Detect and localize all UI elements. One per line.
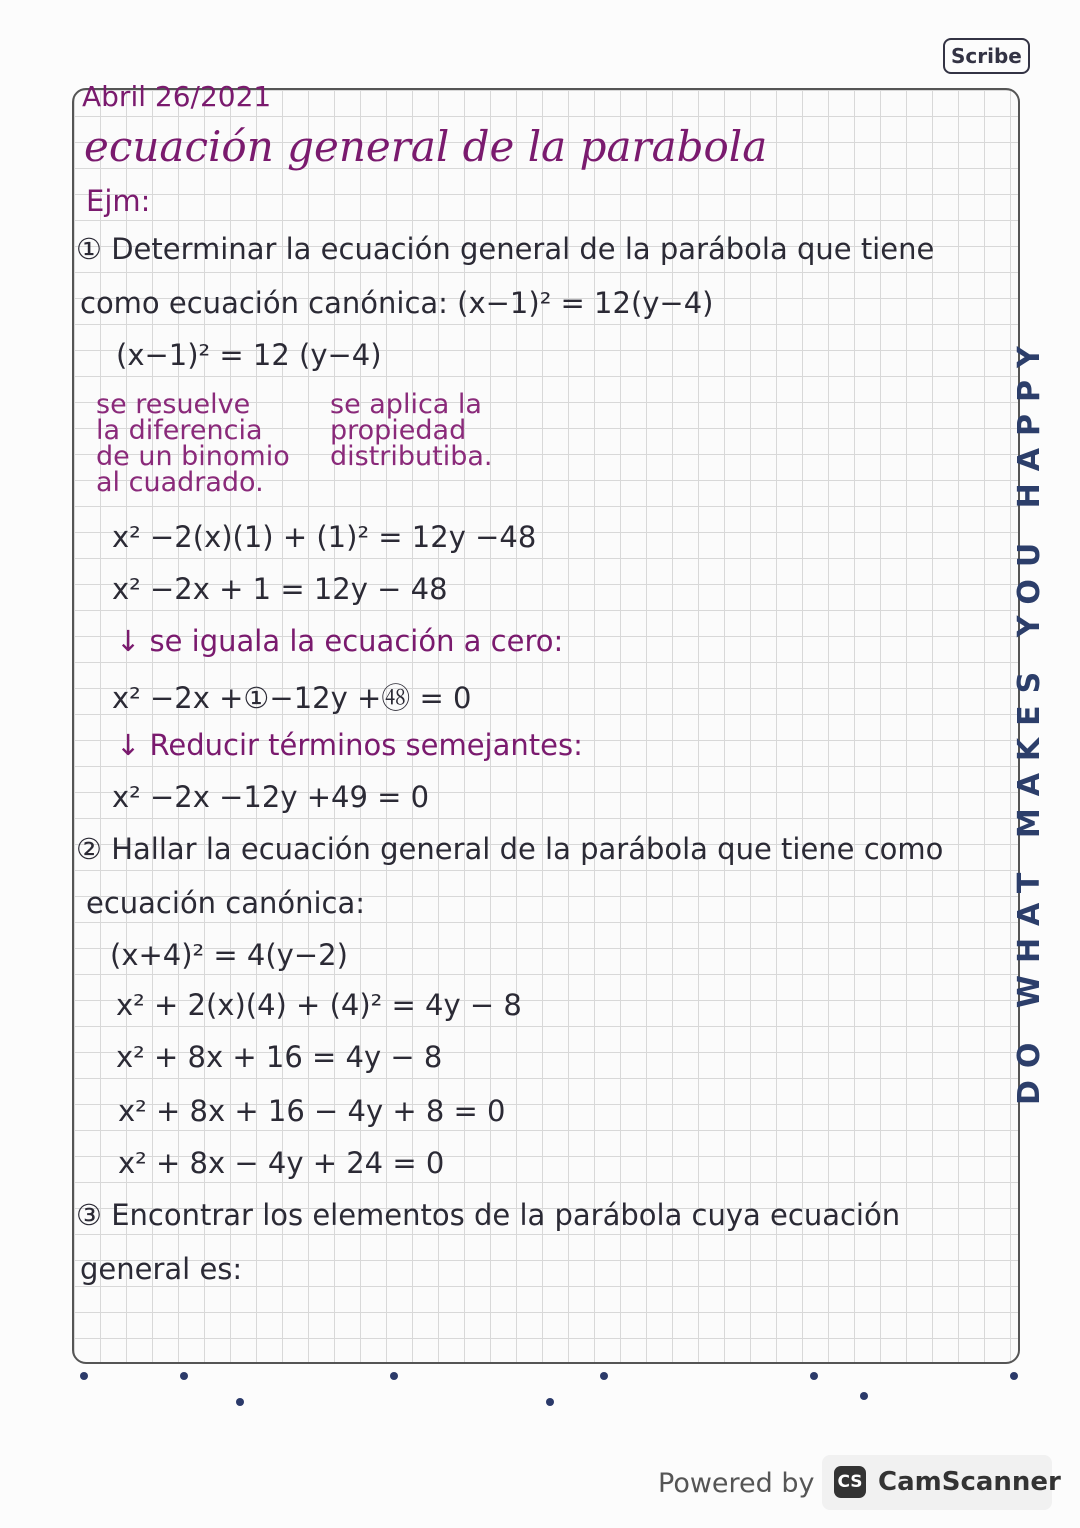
ex2-prompt-2: ecuación canónica: — [86, 886, 366, 920]
brand-name: CamScanner — [878, 1467, 1061, 1497]
ex1-equation: (x−1)² = 12 (y−4) — [116, 338, 382, 372]
ex2-step-2: x² + 2(x)(4) + (4)² = 4y − 8 — [116, 988, 522, 1022]
ex1-note-4: ↓ Reducir términos semejantes: — [116, 728, 583, 762]
ex1-step-1: x² −2(x)(1) + (1)² = 12y −48 — [112, 520, 537, 554]
ex2-step-1: (x+4)² = 4(y−2) — [110, 938, 348, 972]
side-motto: DO WHAT MAKES YOU HAPPY — [1012, 334, 1047, 1106]
ex3-prompt-1: ③ Encontrar los elementos de la parábola cuya ecuación — [76, 1198, 901, 1232]
ex3-prompt-2: general es: — [80, 1252, 243, 1286]
decor-dot — [80, 1372, 88, 1380]
ex1-step-3: x² −2x +①−12y +㊽ = 0 — [112, 681, 472, 715]
ex1-step-2: x² −2x + 1 = 12y − 48 — [112, 572, 448, 606]
ex1-prompt-1: ① Determinar la ecuación general de la parábola que tiene — [76, 232, 935, 266]
ex2-step-3: x² + 8x + 16 = 4y − 8 — [116, 1040, 443, 1074]
decor-dot — [860, 1392, 868, 1400]
ex1-note-distributive: se aplica la propiedad distributiba. — [330, 389, 493, 472]
decor-dot — [180, 1372, 188, 1380]
decor-dot — [1010, 1372, 1018, 1380]
camscanner-icon: CS — [834, 1466, 866, 1498]
ex1-note-3: ↓ se iguala la ecuación a cero: — [116, 624, 564, 658]
ex1-prompt-2: como ecuación canónica: (x−1)² = 12(y−4) — [80, 286, 714, 320]
ex2-step-5: x² + 8x − 4y + 24 = 0 — [118, 1146, 445, 1180]
decor-dot — [390, 1372, 398, 1380]
ex2-prompt-1: ② Hallar la ecuación general de la parábola que tiene como — [76, 832, 944, 866]
ex1-note-binomial: se resuelve la diferencia de un binomio al cuadrado. — [96, 389, 290, 498]
decor-dot — [810, 1372, 818, 1380]
decor-dot — [236, 1398, 244, 1406]
decor-dot — [546, 1398, 554, 1406]
ex1-step-4: x² −2x −12y +49 = 0 — [112, 780, 430, 814]
decor-dot — [600, 1372, 608, 1380]
ejm-label: Ejm: — [86, 184, 151, 218]
date: Abril 26/2021 — [82, 80, 272, 113]
ex2-step-4: x² + 8x + 16 − 4y + 8 = 0 — [118, 1094, 506, 1128]
scribe-badge: Scribe — [943, 38, 1030, 74]
powered-by: Powered by — [658, 1468, 815, 1499]
page-title: ecuación general de la parabola — [84, 122, 768, 171]
camscanner-logo — [822, 1455, 1061, 1510]
